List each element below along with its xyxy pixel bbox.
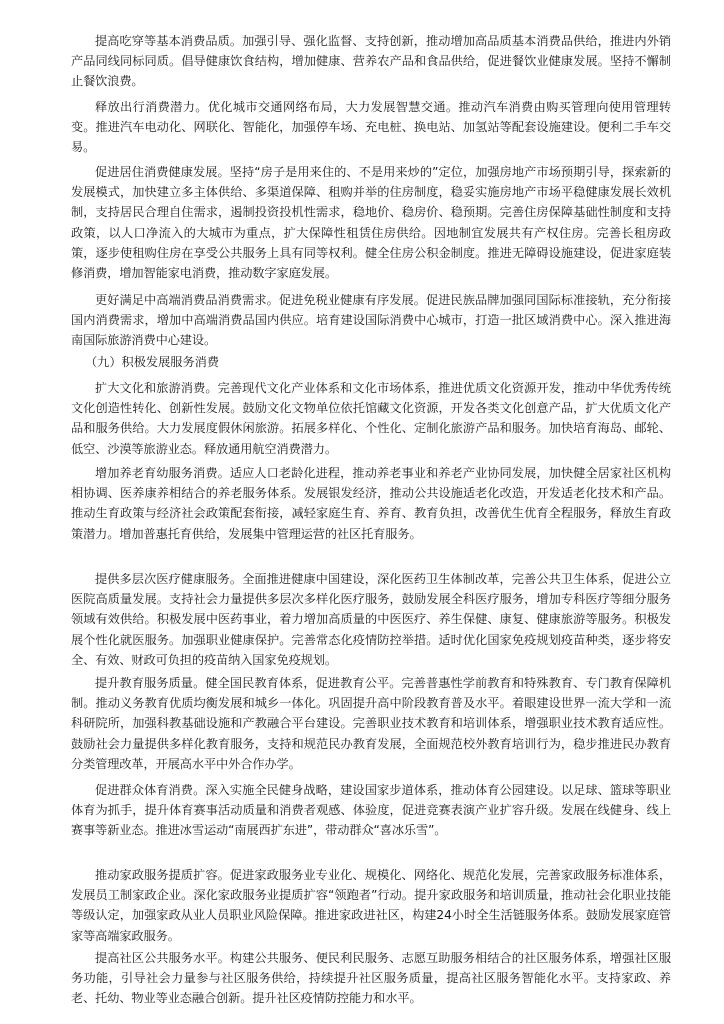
paragraph-culture-tourism: 扩大文化和旅游消费。完善现代文化产业体系和文化市场体系，推进优质文化资源开发，推动中华优秀传统文化创造性转化、创新性发展。鼓励文化文物单位依托馆藏文化资源，开发各类文化创意产品，扩大优质文化产品和服务供给。大力发展度假休闲旅游。拓展多样化、个性化、定制化旅游产品和服务。加快培育海岛、邮轮、低空、沙漠等旅游业态。释放通用航空消费潜力。 — [71, 381, 671, 456]
paragraph-domestic-services: 推动家政服务提质扩容。促进家政服务业专业化、规模化、网络化、规范化发展，完善家政服务标准体系，发展员工制家政企业。深化家政服务业提质扩容“领跑者”行动。提升家政服务和培训质量，推动社会化职业技能等级认定，加强家政从业人员职业风险保障。推进家政进社区，构建24小时全生活链服务体系。鼓励发展家庭管家等高端家政服务。 — [71, 868, 671, 943]
paragraph-high-end-consumption: 更好满足中高端消费品消费需求。促进免税业健康有序发展。促进民族品牌加强同国际标准接轨，充分衔接国内消费需求，增加中高端消费品国内供应。培育建设国际消费中心城市，打造一批区域消费中心。深入推进海南国际旅游消费中心建设。 — [71, 293, 671, 348]
paragraph-travel-consumption: 释放出行消费潜力。优化城市交通网络布局，大力发展智慧交通。推动汽车消费由购买管理向使用管理转变。推进汽车电动化、网联化、智能化，加强停车场、充电桩、换电站、加氢站等配套设施建设。便利二手车交易。 — [71, 100, 671, 155]
paragraph-sports-consumption: 促进群众体育消费。深入实施全民健身战略，建设国家步道体系，推动体育公园建设。以足球、篮球等职业体育为抓手，提升体育赛事活动质量和消费者观感、体验度，促进竞赛表演产业扩容升级。发展在线健身、线上赛事等新业态。推进冰雪运动“南展西扩东进”，带动群众“喜冰乐雪”。 — [71, 783, 671, 838]
paragraph-housing-consumption: 促进居住消费健康发展。坚持“房子是用来住的、不是用来炒的”定位，加强房地产市场预期引导，探索新的发展模式，加快建立多主体供给、多渠道保障、租购并举的住房制度，稳妥实施房地产市场平稳健康发展长效机制，支持居民合理自住需求，遏制投资投机性需求，稳地价、稳房价、稳预期。完善住房保障基础性制度和支持政策，以人口净流入的大城市为重点，扩大保障性租赁住房供给。因地制宜发展共有产权住房。完善长租房政策，逐步使租购住房在享受公共服务上具有同等权利。健全住房公积金制度。推进无障碍设施建设，促进家庭装修消费，增加智能家电消费，推动数字家庭发展。 — [71, 165, 671, 281]
paragraph-basic-consumption: 提高吃穿等基本消费品质。加强引导、强化监督、支持创新，推动增加高品质基本消费品供给，推进内外销产品同线同标同质。倡导健康饮食结构，增加健康、营养农产品和食品供给，促进餐饮业健康发展。坚持不懈制止餐饮浪费。 — [71, 34, 671, 89]
paragraph-elderly-childcare: 增加养老育幼服务消费。适应人口老龄化进程，推动养老事业和养老产业协同发展，加快健全居家社区机构相协调、医养康养相结合的养老服务体系。发展银发经济，推动公共设施适老化改造，开发适老化技术和产品。推动生育政策与经济社会政策配套衔接，减轻家庭生育、养育、教育负担，改善优生优育全程服务，释放生育政策潜力。增加普惠托育供给，发展集中管理运营的社区托育服务。 — [71, 466, 671, 541]
paragraph-community-services: 提高社区公共服务水平。构建公共服务、便民利民服务、志愿互助服务相结合的社区服务体系，增强社区服务功能，引导社会力量参与社区服务供给，持续提升社区服务质量，提高社区服务智能化水平。支持家政、养老、托幼、物业等业态融合创新。提升社区疫情防控能力和水平。 — [71, 951, 671, 1006]
paragraph-education-services: 提升教育服务质量。健全国民教育体系，促进教育公平。完善普惠性学前教育和特殊教育、专门教育保障机制。推动义务教育优质均衡发展和城乡一体化。巩固提升高中阶段教育普及水平。着眼建设世界一流大学和一流科研院所，加强科教基础设施和产教融合平台建设。完善职业技术教育和培训体系，增强职业技术教育适应性。鼓励社会力量提供多样化教育服务，支持和规范民办教育发展，全面规范校外教育培训行为，稳步推进民办教育分类管理改革，开展高水平中外合作办学。 — [71, 676, 671, 771]
section-heading-service-consumption: （九）积极发展服务消费 — [85, 355, 220, 369]
paragraph-medical-health: 提供多层次医疗健康服务。全面推进健康中国建设，深化医药卫生体制改革，完善公共卫生体系，促进公立医院高质量发展。支持社会力量提供多层次多样化医疗服务，鼓励发展全科医疗服务，增加专科医疗等细分服务领域有效供给。积极发展中医药事业，着力增加高质量的中医医疗、养生保健、康复、健康旅游等服务。积极发展个性化就医服务。加强职业健康保护。完善常态化疫情防控举措。适时优化国家免疫规划疫苗种类，逐步将安全、有效、财政可负担的疫苗纳入国家免疫规划。 — [71, 572, 671, 667]
